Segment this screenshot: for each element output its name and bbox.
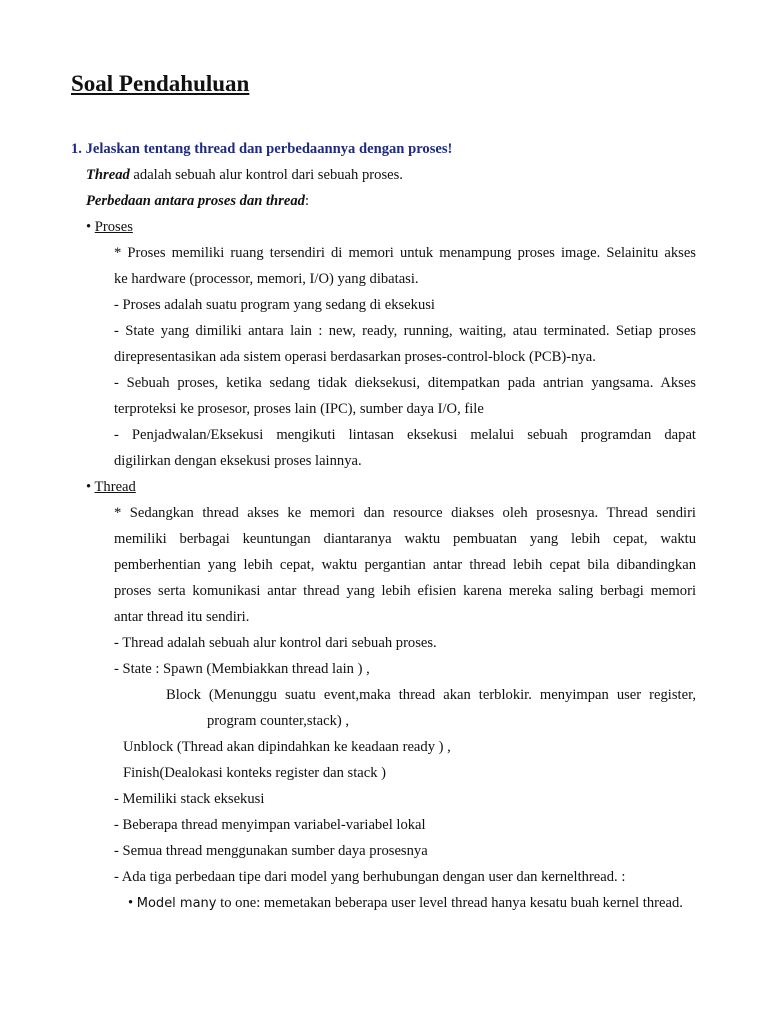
model-line (128, 890, 683, 917)
thread-line: - Beberapa thread menyimpan variabel-variabel lokal (114, 817, 426, 833)
thread-label: Thread (94, 479, 136, 495)
proses-line: * Proses memiliki ruang tersendiri di memori untuk menampung proses image. Selainitu akses (114, 245, 696, 261)
question-1: 1. Jelaskan tentang thread dan perbedaannya dengan proses! (71, 141, 453, 157)
thread-line: - Ada tiga perbedaan tipe dari model yang berhubungan dengan user dan kernelthread. : (114, 869, 626, 885)
proses-line: ke hardware (processor, memori, I/O) yang dibatasi. (114, 271, 419, 287)
state-line: Finish(Dealokasi konteks register dan stack ) (123, 765, 387, 781)
state-line: Unblock (Thread akan dipindahkan ke keadaan ready ) , (123, 739, 451, 755)
thread-line: - Memiliki stack eksekusi (114, 791, 265, 807)
proses-line: direpresentasikan ada sistem operasi berdasarkan proses-control-block (PCB)-nya. (114, 349, 596, 365)
proses-line: - Penjadwalan/Eksekusi mengikuti lintasan eksekusi melalui sebuah programdan dapat (114, 427, 696, 443)
bullet-icon: • (86, 479, 92, 495)
model-prefix: Model many (136, 896, 217, 911)
thread-line: antar thread itu sendiri. (114, 609, 250, 625)
proses-line: - Proses adalah suatu program yang sedang di eksekusi (114, 297, 435, 313)
thread-term: Thread (86, 167, 130, 183)
proses-label: Proses (94, 219, 133, 235)
thread-definition-text: adalah sebuah alur kontrol dari sebuah proses. (129, 167, 403, 183)
thread-line: - Thread adalah sebuah alur kontrol dari sebuah proses. (114, 635, 437, 651)
thread-definition (86, 162, 403, 188)
model-text: to one: memetakan beberapa user level thread hanya kesatu buah kernel thread. (216, 895, 683, 911)
bullet-icon: • (128, 895, 134, 911)
difference-heading-text: Perbedaan antara proses dan thread (86, 193, 305, 209)
state-line: - State : Spawn (Membiakkan thread lain ) , (114, 661, 370, 677)
thread-line: pemberhentian yang lebih cepat, waktu pergantian antar thread lebih cepat bila dibandingkan (114, 557, 696, 573)
thread-line: memiliki berbagai keuntungan diantaranya waktu pembuatan yang lebih cepat, waktu (114, 531, 696, 547)
thread-line: - Semua thread menggunakan sumber daya prosesnya (114, 843, 428, 859)
page-title: Soal Pendahuluan (71, 71, 250, 96)
bullet-icon: • (86, 219, 92, 235)
proses-line: - State yang dimiliki antara lain : new, ready, running, waiting, atau terminated. Setiap proses (114, 323, 696, 339)
thread-line: * Sedangkan thread akses ke memori dan resource diakses oleh prosesnya. Thread sendiri (114, 505, 696, 521)
state-line: program counter,stack) , (207, 713, 350, 729)
difference-heading-colon: : (304, 193, 309, 209)
thread-bullet (86, 474, 136, 500)
proses-line: terproteksi ke prosesor, proses lain (IPC), sumber daya I/O, file (114, 401, 484, 417)
difference-heading (86, 188, 309, 214)
proses-line: digilirkan dengan eksekusi proses lainnya. (114, 453, 362, 469)
state-line: Block (Menunggu suatu event,maka thread akan terblokir. menyimpan user register, (166, 687, 696, 703)
proses-bullet (86, 214, 133, 240)
thread-line: proses serta komunikasi antar thread yang lebih efisien karena mereka saling berbagi memori (114, 583, 696, 599)
proses-line: - Sebuah proses, ketika sedang tidak dieksekusi, ditempatkan pada antrian yangsama. Akses (114, 375, 696, 391)
